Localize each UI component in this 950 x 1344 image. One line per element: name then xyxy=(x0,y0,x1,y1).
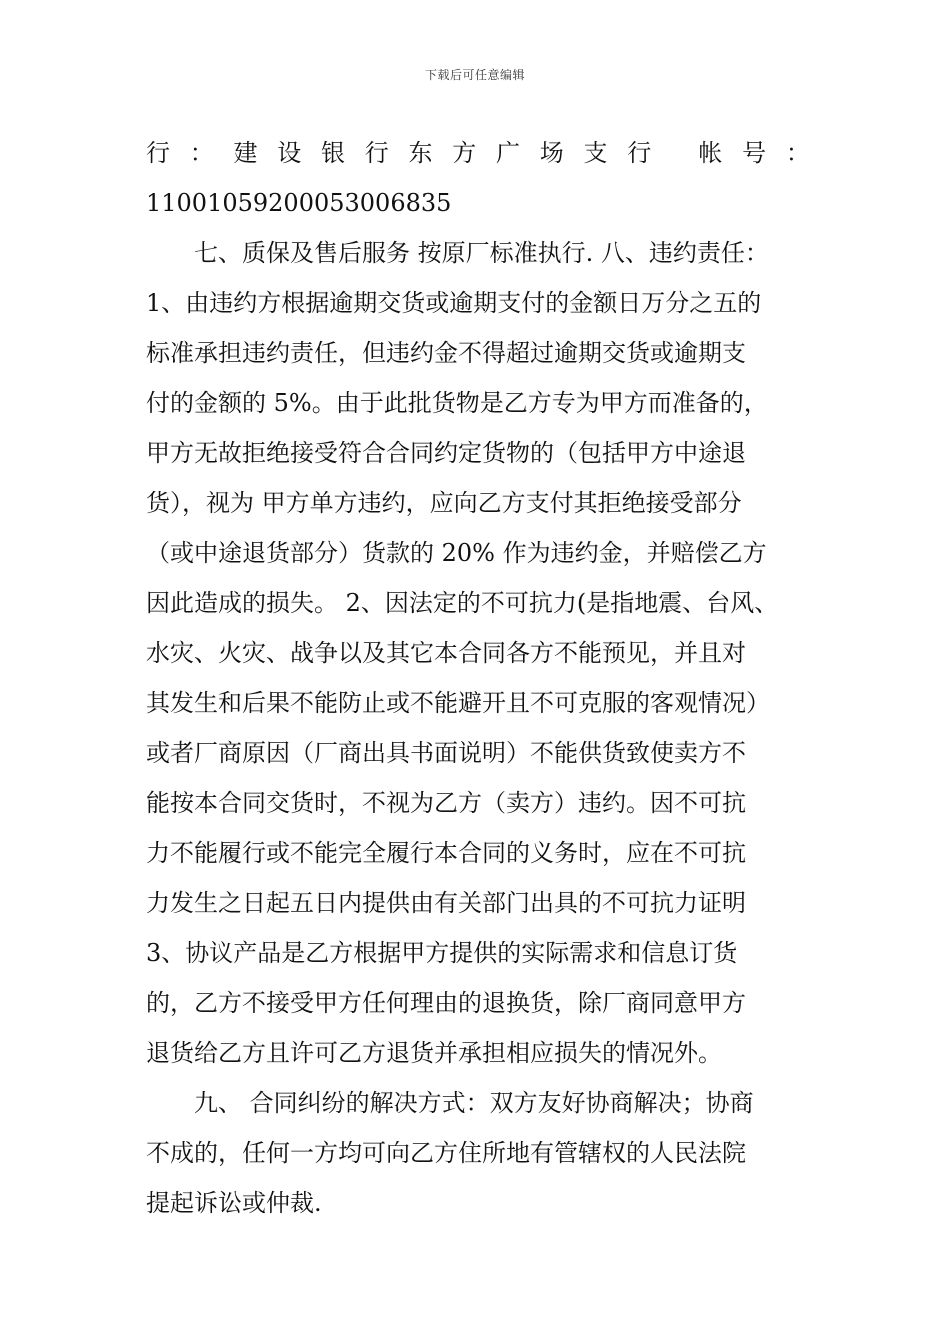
bank-char: 广 xyxy=(496,139,520,167)
paragraph-line: 3、协议产品是乙方根据甲方提供的实际需求和信息订货 xyxy=(146,939,738,967)
paragraph-line: 退货给乙方且许可乙方退货并承担相应损失的情况外。 xyxy=(146,1039,722,1067)
bank-char: 行 xyxy=(364,139,389,167)
paragraph-line: 水灾、火灾、战争以及其它本合同各方不能预见，并且对 xyxy=(146,639,746,667)
paragraph-line: 的，乙方不接受甲方任何理由的退换货，除厂商同意甲方 xyxy=(146,989,746,1017)
paragraph-line: （或中途退货部分）货款的 20% 作为违约金，并赔偿乙方 xyxy=(146,539,767,567)
paragraph-line: 因此造成的损失。 2、因法定的不可抗力(是指地震、台风、 xyxy=(146,589,779,617)
bank-char: 场 xyxy=(539,139,564,167)
bank-char xyxy=(671,128,679,178)
paragraph-line: 或者厂商原因（厂商出具书面说明）不能供货致使卖方不 xyxy=(146,739,746,767)
paragraph-line: 甲方无故拒绝接受符合合同约定货物的（包括甲方中途退 xyxy=(146,439,746,467)
bank-char: 方 xyxy=(452,139,477,167)
bank-char: 建 xyxy=(233,139,258,167)
paragraph-line: 标准承担违约责任，但违约金不得超过逾期交货或逾期支 xyxy=(146,339,746,367)
paragraph-line: 力发生之日起五日内提供由有关部门出具的不可抗力证明 xyxy=(146,889,746,917)
bank-char: 行 xyxy=(146,139,170,167)
paragraph-line: 不成的，任何一方均可向乙方住所地有管辖权的人民法院 xyxy=(146,1139,746,1167)
paragraph-line: 力不能履行或不能完全履行本合同的义务时，应在不可抗 xyxy=(146,839,746,867)
paragraph-line: 能按本合同交货时，不视为乙方（卖方）违约。因不可抗 xyxy=(146,789,746,817)
bank-account-line xyxy=(146,128,810,178)
bank-char: 支 xyxy=(583,139,608,167)
bank-char: 银 xyxy=(321,139,345,167)
bank-char: 设 xyxy=(277,139,302,167)
paragraph-line: 其发生和后果不能防止或不能避开且不可克服的客观情况） xyxy=(146,689,770,717)
paragraph-line: 九、 合同纠纷的解决方式：双方友好协商解决；协商 xyxy=(194,1089,754,1117)
bank-char: 帐 xyxy=(698,139,723,167)
paragraph-line: 七、质保及售后服务 按原厂标准执行. 八、违约责任： xyxy=(194,239,769,267)
paragraph-line: 付的金额的 5%。由于此批货物是乙方专为甲方而准备的， xyxy=(146,389,768,417)
bank-char: 行 xyxy=(627,139,652,167)
bank-char: ： xyxy=(189,139,214,167)
account-number: 11001059200053006835 xyxy=(146,189,452,217)
bank-char: ： xyxy=(785,139,810,167)
paragraph-line: 提起诉讼或仲裁. xyxy=(146,1189,322,1217)
page-header-note: 下载后可任意编辑 xyxy=(424,68,525,82)
bank-char: 东 xyxy=(408,139,433,167)
paragraph-line: 货），视为 甲方单方违约，应向乙方支付其拒绝接受部分 xyxy=(146,489,742,517)
paragraph-line: 1、由违约方根据逾期交货或逾期支付的金额日万分之五的 xyxy=(146,289,762,317)
bank-char: 号 xyxy=(742,139,767,167)
